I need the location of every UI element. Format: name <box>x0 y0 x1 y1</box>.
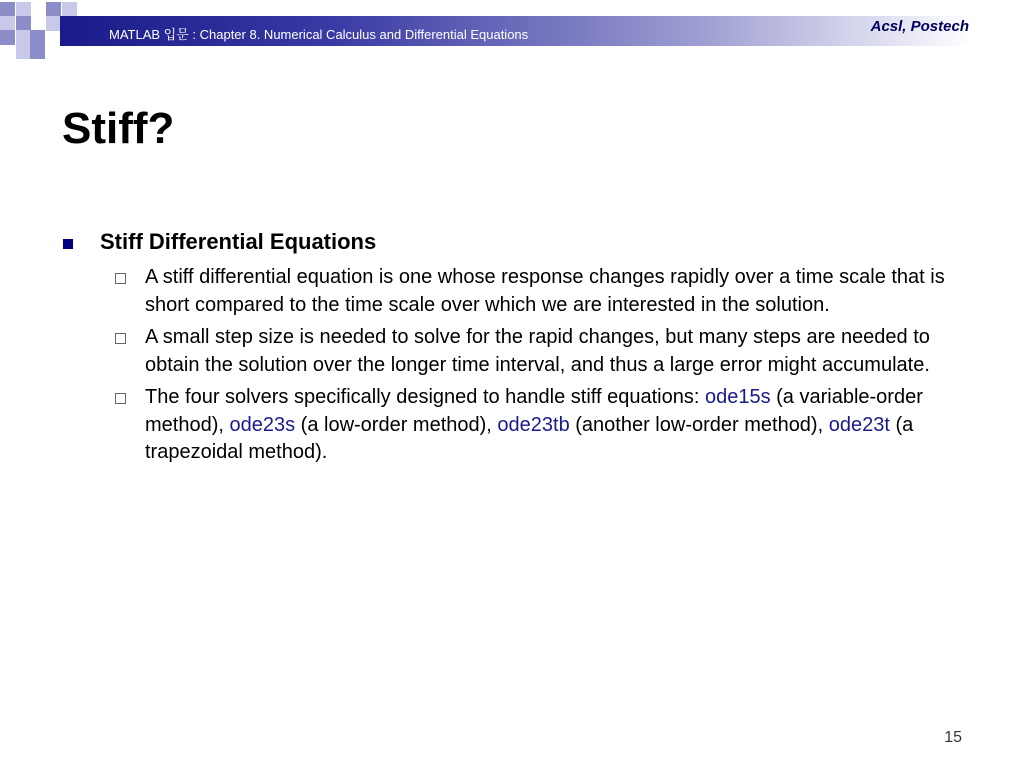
organization-label: Acsl, Postech <box>870 18 969 35</box>
solver-name-ode23s: ode23s <box>229 413 296 436</box>
text-segment: (a trapezoidal method). <box>145 413 914 463</box>
sub-bullet-list <box>145 264 970 472</box>
decor-square <box>30 30 45 45</box>
sub-bullet-item <box>145 264 970 319</box>
decor-square <box>0 16 15 31</box>
decor-square <box>0 30 15 45</box>
decor-square <box>16 30 31 45</box>
decor-square <box>16 2 31 17</box>
main-bullet-text: Stiff Differential Equations <box>100 229 377 254</box>
sub-bullet-item <box>145 324 970 379</box>
text-segment: (another low-order method), <box>569 413 829 436</box>
page-number: 15 <box>944 729 962 746</box>
sub-bullet-text: A stiff differential equation is one whose response changes rapidly over a time scale that is short compared to the time scale over which we are interested in the solution. <box>145 266 945 316</box>
solver-name-ode23t: ode23t <box>828 413 890 436</box>
slide-title: Stiff? <box>62 104 175 153</box>
hollow-square-bullet-icon <box>115 333 126 344</box>
decor-square <box>46 16 61 31</box>
square-bullet-icon <box>63 239 73 249</box>
decor-square <box>46 2 61 17</box>
sub-bullet-text <box>145 386 923 463</box>
decor-square <box>0 2 15 17</box>
text-segment: (a variable-order method), <box>145 386 923 436</box>
solver-name-ode23tb: ode23tb <box>497 413 570 436</box>
hollow-square-bullet-icon <box>115 393 126 404</box>
text-segment: The four solvers specifically designed to handle stiff equations: <box>145 386 705 408</box>
decor-square <box>30 44 45 59</box>
decor-square <box>16 44 31 59</box>
text-segment: (a low-order method), <box>295 413 498 436</box>
hollow-square-bullet-icon <box>115 273 126 284</box>
decor-square <box>16 16 31 31</box>
solver-name-ode15s: ode15s <box>704 386 771 408</box>
sub-bullet-item <box>145 384 970 467</box>
decor-square <box>62 2 77 17</box>
sub-bullet-text: A small step size is needed to solve for the rapid changes, but many steps are needed to obtain the solution over the longer time interval, and thus a large error might accumulate. <box>145 326 930 376</box>
course-title: MATLAB 입문 : Chapter 8. Numerical Calculus and Differential Equations <box>109 27 529 42</box>
